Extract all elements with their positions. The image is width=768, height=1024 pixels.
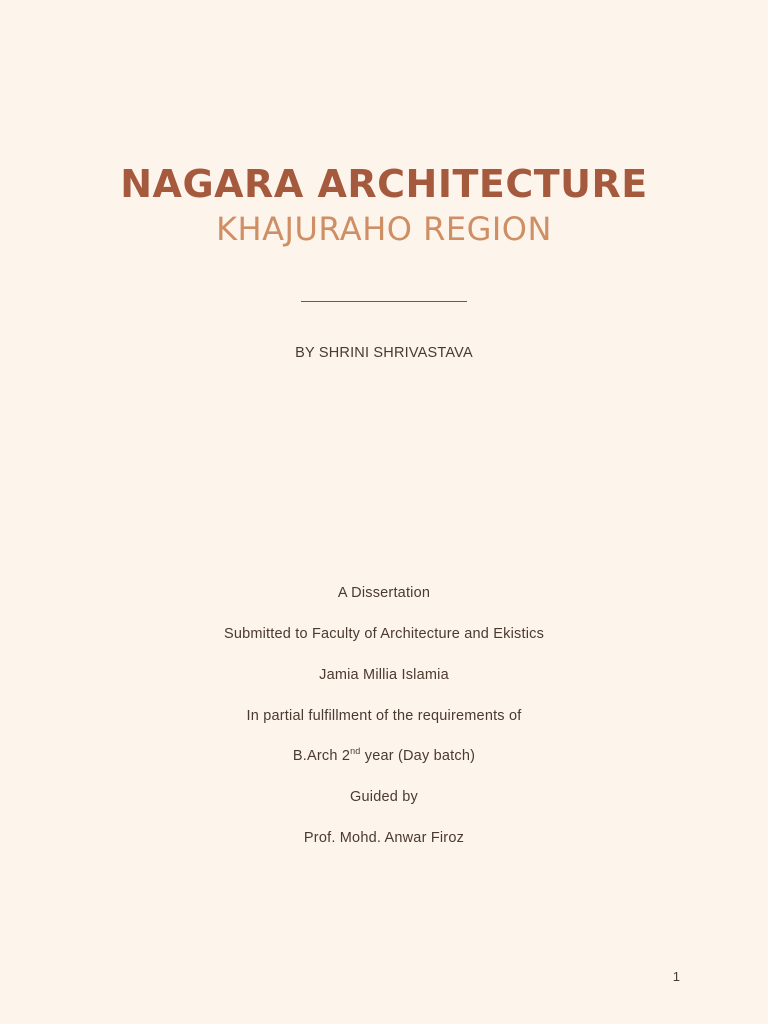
page-number: 1 [672, 969, 680, 984]
degree-suffix: year (Day batch) [360, 748, 476, 764]
degree-prefix: B.Arch 2 [292, 748, 351, 764]
university-line: Jamia Millia Islamia [319, 667, 449, 683]
guide-name: Prof. Mohd. Anwar Firoz [303, 830, 465, 846]
submitted-to-line: Submitted to Faculty of Architecture and Ekistics [223, 626, 545, 642]
document-subtitle: KHAJURAHO REGION [216, 210, 552, 248]
fulfillment-line: In partial fulfillment of the requirements of [246, 708, 522, 724]
divider-line [301, 301, 467, 302]
document-title: NAGARA ARCHITECTURE [120, 162, 648, 206]
degree-superscript: nd [350, 746, 361, 756]
dissertation-label: A Dissertation [337, 585, 431, 601]
guided-by-label: Guided by [350, 789, 418, 805]
author-line: BY SHRINI SHRIVASTAVA [295, 345, 473, 361]
degree-line [0, 746, 768, 767]
